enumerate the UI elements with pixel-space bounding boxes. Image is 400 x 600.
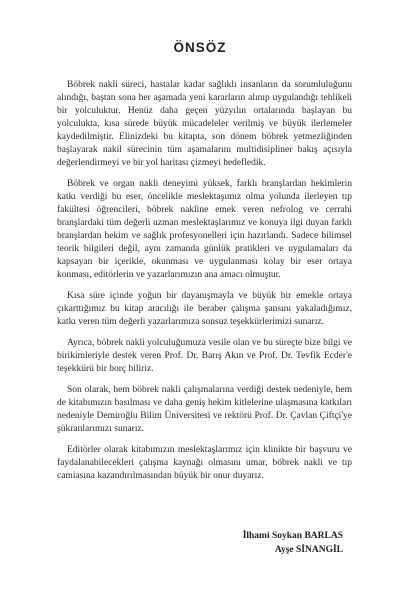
paragraph-6: Editörler olarak kitabımızın meslektaşlarımız için klinikte bir başvuru ve faydalanabilecekleri çalışma kaynağı olmasını umar, böbrek nakli ve tıp camiasına kazandırılmasından büyük bir onur duyarız. (57, 445, 352, 481)
paragraph-5: Son olarak, hem böbrek nakli çalışmalarına verdiği destek nedeniyle, hem de kitabımızın basılması ve daha geniş hekim kitlelerine ulaşmasına katkıları nedeniyle Demiroğlu Bilim Üniversitesi ve rektörü Prof. Dr. Çavlan Çiftçi'ye şükranlarımızı sunarız. (57, 385, 352, 434)
signature-name-1: İlhami Soykan BARLAS (242, 531, 343, 541)
page-title: ÖNSÖZ (173, 40, 227, 55)
signature-name-2: Ayşe SİNANGİL (274, 544, 343, 555)
signature-block (243, 530, 343, 557)
preface-body (57, 79, 352, 491)
paragraph-4: Ayrıca, böbrek nakli yolculuğumuza vesile olan ve bu süreçte bize bilgi ve birikimleriyle destek veren Prof. Dr. Barış Akın ve Prof. Dr. Tevfik Ecder'e teşekkürü bir borç biliriz. (57, 338, 352, 374)
paragraph-2: Böbrek ve organ nakli deneyimi yüksek, farklı branşlardan hekimlerin katkı verdiği bu eser, öncelikle meslektaşımız olma yolunda ilerleyen tıp fakültesi öğrencileri, böbrek nakline emek veren nefrolog ve cerrahi branşlardaki tüm değerli uzman meslektaşlarımız ve konuya ilgi duyan farklı branşlardan hekim ve sağlık profesyonelleri için hazırlandı. Sadece bilimsel teorik bilgileri değil, aynı zamanda günlük pratikleri ve uygulamaları da kapsayan bir içerikle, okunması ve uygulanması kolay bir eser ortaya konması, editörlerin ve yazarlarımızın ana amacı olmuştur. (57, 179, 352, 280)
paragraph-1: Böbrek nakli süreci, hastalar kadar sağlıklı insanların da sorumluluğunu alındığı, baştan sona her aşamada yeni kararların alınıp uygulandığı tehlikeli bir yolculuktur. Henüz daha geçen yüzyılın ortalarında başlayan bu yolculukta, kısa sürede büyük mücadeleler verilmiş ve büyük ilerlemeler kaydedilmiştir. Elinizdeki bu kitapta, son dönem böbrek yetmezliğinden başlayarak nakil sürecinin tüm aşamalarını multidisipliner bakış açısıyla değerlendirmeyi ve bir yol haritası çizmeyi hedefledik. (57, 80, 352, 168)
paragraph-3: Kısa süre içinde yoğun bir dayanışmayla ve büyük bir emekle ortaya çıkarttığımız bu kitap aracılığı ile beraber çalışma şansını yakaladığımız, katkı veren tüm değerli yazarlarımıza sonsuz teşekkürlerimizi sunarız. (57, 291, 352, 327)
